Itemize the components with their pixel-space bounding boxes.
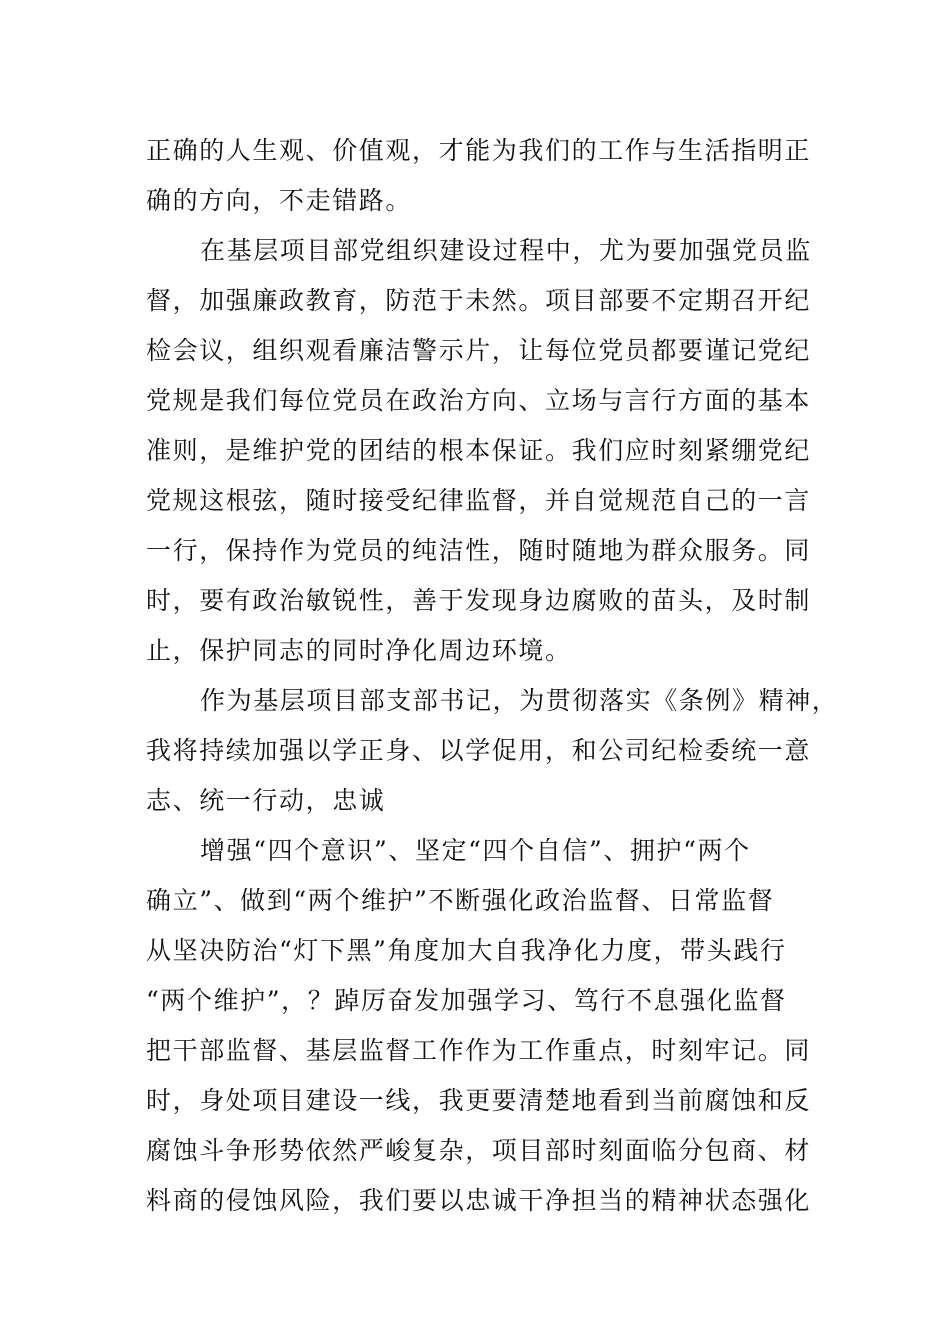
- paragraph-start-line: 在基层项目部党组织建设过程中，尤为要加强党员监: [200, 236, 812, 265]
- text-line: 时，要有政治敏锐性，善于发现身边腐败的苗头，及时制: [146, 586, 812, 615]
- text-line: 党规这根弦，随时接受纪律监督，并自觉规范自己的一言: [146, 486, 812, 515]
- text-line: 检会议，组织观看廉洁警示片，让每位党员都要谨记党纪: [146, 336, 812, 365]
- text-line: 确立”、做到“两个维护”不断强化政治监督、日常监督: [146, 886, 775, 915]
- text-line: 志、统一行动，忠诚: [146, 786, 386, 815]
- text-line: 时，身处项目建设一线，我更要清楚地看到当前腐蚀和反: [146, 1086, 812, 1115]
- text-line: 一行，保持作为党员的纯洁性，随时随地为群众服务。同: [146, 536, 812, 565]
- text-line: 督，加强廉政教育，防范于未然。项目部要不定期召开纪: [146, 286, 812, 315]
- text-line: 把干部监督、基层监督工作作为工作重点，时刻牢记。同: [146, 1036, 812, 1065]
- text-line: 腐蚀斗争形势依然严峻复杂，项目部时刻面临分包商、材: [146, 1136, 812, 1165]
- text-line: 料商的侵蚀风险，我们要以忠诚干净担当的精神状态强化: [146, 1186, 812, 1215]
- paragraph-start-line: 作为基层项目部支部书记，为贯彻落实《条例》精神，: [200, 686, 839, 715]
- text-line: 准则，是维护党的团结的根本保证。我们应时刻紧绷党纪: [146, 436, 812, 465]
- text-line: 党规是我们每位党员在政治方向、立场与言行方面的基本: [146, 386, 812, 415]
- paragraph-start-line: 增强“四个意识”、坚定“四个自信”、拥护“两个: [200, 836, 751, 865]
- text-line: 从坚决防治“灯下黑”角度加大自我净化力度，带头践行: [146, 936, 787, 965]
- text-line: 确的方向，不走错路。: [146, 186, 413, 215]
- text-line: 正确的人生观、价值观，才能为我们的工作与生活指明正: [146, 136, 812, 165]
- text-line: “两个维护”，？踔厉奋发加强学习、笃行不息强化监督: [146, 986, 787, 1015]
- text-line: 我将持续加强以学正身、以学促用，和公司纪检委统一意: [146, 736, 812, 765]
- document-body: [146, 126, 839, 1226]
- text-line: 止，保护同志的同时净化周边环境。: [146, 636, 572, 665]
